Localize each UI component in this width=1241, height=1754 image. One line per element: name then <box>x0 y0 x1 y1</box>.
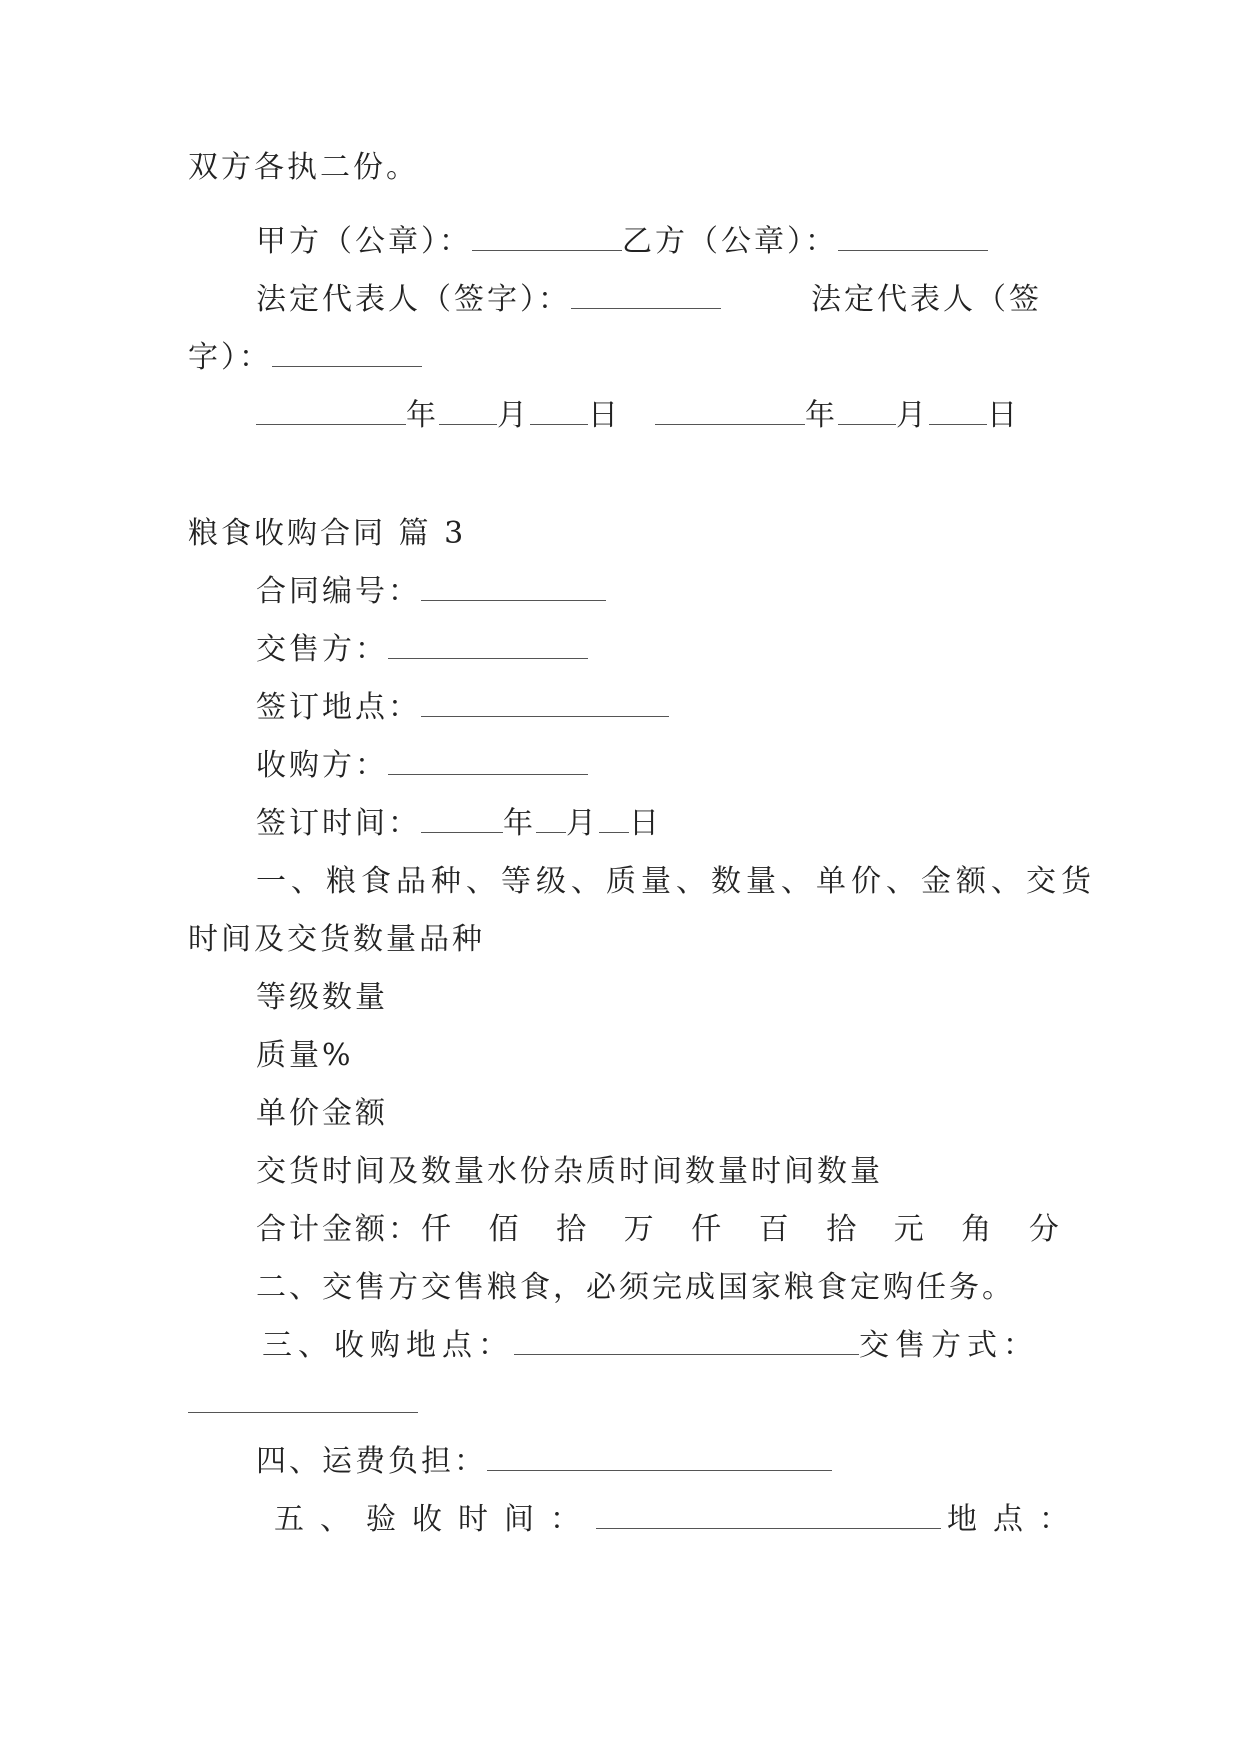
total-amount-line <box>256 1210 1073 1250</box>
unit-price-amount-text: 单价金额 <box>256 1096 388 1131</box>
date-a-month: 月 <box>497 398 530 433</box>
seller-label: 交售方： <box>256 632 388 667</box>
sign-time-label: 签订时间： <box>256 806 421 841</box>
legal-rep-b-label: 法定代表人（签 <box>811 282 1042 317</box>
both-parties-copies-text: 双方各执二份。 <box>188 150 419 185</box>
acceptance-time-blank[interactable] <box>596 1504 941 1529</box>
date-a-day: 日 <box>588 398 621 433</box>
total-amount-label: 合计金额： <box>256 1212 421 1247</box>
date-a-month-blank[interactable] <box>439 400 497 425</box>
purchase-place-blank[interactable] <box>514 1330 859 1355</box>
date-b-year: 年 <box>805 398 838 433</box>
date-b-day-blank[interactable] <box>929 400 987 425</box>
legal-rep-b-label-cont: 字）： <box>188 340 272 375</box>
freight-blank[interactable] <box>487 1446 832 1471</box>
contract-no-blank[interactable] <box>421 576 606 601</box>
legal-rep-a-label: 法定代表人（签字）： <box>256 282 571 317</box>
sale-method-line <box>188 1384 418 1424</box>
sale-method-blank[interactable] <box>188 1388 418 1413</box>
date-a-year: 年 <box>406 398 439 433</box>
buyer-blank[interactable] <box>388 750 588 775</box>
party-seal-line <box>256 222 988 262</box>
buyer-label: 收购方： <box>256 748 388 783</box>
section-title: 粮食收购合同 篇 3 <box>188 516 467 551</box>
date-b-day: 日 <box>987 398 1020 433</box>
clause-5-time-label: 五、验收时间： <box>274 1502 596 1537</box>
date-b-year-blank[interactable] <box>655 400 805 425</box>
quality-text: 质量% <box>256 1038 354 1073</box>
grade-quantity-text: 等级数量 <box>256 980 388 1015</box>
seller-blank[interactable] <box>388 634 588 659</box>
date-a-year-blank[interactable] <box>256 400 406 425</box>
sign-day-blank[interactable] <box>599 808 629 833</box>
sign-place-label: 签订地点： <box>256 690 421 725</box>
party-a-label: 甲方（公章）： <box>256 224 472 259</box>
party-b-label: 乙方（公章）： <box>622 224 838 259</box>
sign-month: 月 <box>566 806 599 841</box>
date-a-day-blank[interactable] <box>530 400 588 425</box>
legal-rep-a-blank[interactable] <box>571 284 721 309</box>
delivery-text: 交货时间及数量水份杂质时间数量时间数量 <box>256 1154 883 1189</box>
legal-rep-b-blank[interactable] <box>272 342 422 367</box>
clause-3-place-label: 三、收购地点： <box>262 1328 514 1363</box>
clause-3-method-label: 交售方式： <box>859 1328 1039 1363</box>
date-b-month: 月 <box>896 398 929 433</box>
total-amount-units: 仟 佰 拾 万 仟 百 拾 元 角 分 <box>421 1212 1073 1247</box>
clause-5-place-label: 地点： <box>947 1502 1085 1537</box>
seller-line <box>256 630 588 670</box>
buyer-line <box>256 746 588 786</box>
clause-4-line <box>256 1442 832 1482</box>
clause-4-label: 四、运费负担： <box>256 1444 487 1479</box>
contract-no-label: 合同编号： <box>256 574 421 609</box>
contract-no-line <box>256 572 606 612</box>
party-a-blank[interactable] <box>472 226 622 251</box>
clause-1-text-cont: 时间及交货数量品种 <box>188 922 485 957</box>
date-b-month-blank[interactable] <box>838 400 896 425</box>
party-b-blank[interactable] <box>838 226 988 251</box>
clause-5-line <box>274 1500 1085 1540</box>
sign-place-blank[interactable] <box>421 692 669 717</box>
clause-1-text: 一、粮食品种、等级、质量、数量、单价、金额、交货 <box>256 864 1096 899</box>
legal-rep-b-continued <box>188 338 422 378</box>
sign-place-line <box>256 688 669 728</box>
sign-time-line <box>256 804 662 844</box>
sign-year-blank[interactable] <box>421 808 503 833</box>
sign-day: 日 <box>629 806 662 841</box>
legal-rep-line <box>256 280 1042 320</box>
sign-year: 年 <box>503 806 536 841</box>
clause-3-line <box>262 1326 1039 1366</box>
date-line <box>256 396 1020 436</box>
sign-month-blank[interactable] <box>536 808 566 833</box>
clause-2-text: 二、交售方交售粮食，必须完成国家粮食定购任务。 <box>256 1270 1015 1305</box>
